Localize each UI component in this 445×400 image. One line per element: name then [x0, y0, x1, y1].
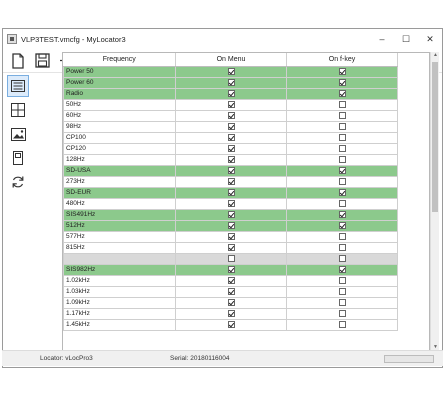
table-row[interactable]: [64, 209, 398, 220]
on-fkey-checkbox[interactable]: [339, 112, 346, 119]
on-fkey-cell: [287, 77, 398, 88]
frequency-cell: 512Hz: [64, 220, 176, 231]
on-menu-cell: [176, 66, 287, 77]
on-menu-cell: [176, 319, 287, 330]
frequency-cell: 577Hz: [64, 231, 176, 242]
table-row[interactable]: [64, 99, 398, 110]
save-icon: [35, 53, 50, 68]
on-menu-cell: [176, 308, 287, 319]
table-row[interactable]: [64, 275, 398, 286]
table-row[interactable]: [64, 176, 398, 187]
on-fkey-cell: [287, 99, 398, 110]
on-fkey-checkbox[interactable]: [339, 233, 346, 240]
on-menu-cell: [176, 198, 287, 209]
on-menu-cell: [176, 264, 287, 275]
frequency-cell: Power 60: [64, 77, 176, 88]
table-row[interactable]: [64, 121, 398, 132]
on-menu-cell: [176, 110, 287, 121]
on-fkey-checkbox[interactable]: [339, 288, 346, 295]
on-menu-cell: [176, 286, 287, 297]
frequency-cell: SIS491Hz: [64, 209, 176, 220]
on-fkey-cell: [287, 121, 398, 132]
on-menu-cell: [176, 132, 287, 143]
on-menu-cell: [176, 154, 287, 165]
table-row[interactable]: [64, 154, 398, 165]
window-controls: [370, 29, 442, 49]
window-title: VLP3TEST.vmcfg - MyLocator3: [21, 34, 126, 44]
table-row[interactable]: [64, 220, 398, 231]
list-view-icon: [11, 80, 25, 92]
frequency-cell: CP100: [64, 132, 176, 143]
frequency-cell: SD-EUR: [64, 187, 176, 198]
on-fkey-checkbox[interactable]: [339, 266, 346, 273]
on-menu-checkbox[interactable]: [228, 101, 235, 108]
on-menu-cell: [176, 297, 287, 308]
on-fkey-cell: [287, 231, 398, 242]
table-row[interactable]: [64, 231, 398, 242]
on-menu-checkbox[interactable]: [228, 222, 235, 229]
on-fkey-checkbox[interactable]: [339, 68, 346, 75]
on-fkey-cell: [287, 253, 398, 264]
close-button[interactable]: ✕: [426, 33, 434, 44]
on-menu-cell: [176, 253, 287, 264]
table-row[interactable]: [64, 187, 398, 198]
on-fkey-checkbox[interactable]: [339, 255, 346, 262]
on-fkey-checkbox[interactable]: [339, 156, 346, 163]
on-fkey-cell: [287, 198, 398, 209]
on-menu-checkbox[interactable]: [228, 90, 235, 97]
grid-view-icon: [11, 103, 25, 117]
on-fkey-checkbox[interactable]: [339, 79, 346, 86]
image-view-icon: [11, 128, 26, 141]
frequency-cell: 1.45kHz: [64, 319, 176, 330]
frequency-table: [62, 52, 430, 352]
table-row[interactable]: [64, 198, 398, 209]
frequency-cell: 1.17kHz: [64, 308, 176, 319]
on-fkey-cell: [287, 66, 398, 77]
on-menu-checkbox[interactable]: [228, 68, 235, 75]
on-fkey-cell: [287, 165, 398, 176]
on-menu-checkbox[interactable]: [228, 145, 235, 152]
on-fkey-checkbox[interactable]: [339, 178, 346, 185]
table-row[interactable]: [64, 143, 398, 154]
on-menu-checkbox[interactable]: [228, 79, 235, 86]
on-fkey-checkbox[interactable]: [339, 244, 346, 251]
on-menu-checkbox[interactable]: [228, 167, 235, 174]
frequency-cell: 1.09kHz: [64, 297, 176, 308]
on-fkey-cell: [287, 132, 398, 143]
on-menu-checkbox[interactable]: [228, 178, 235, 185]
device-icon: [12, 151, 24, 165]
save-button[interactable]: [33, 52, 51, 70]
on-menu-checkbox[interactable]: [228, 123, 235, 130]
on-menu-cell: [176, 209, 287, 220]
on-fkey-cell: [287, 308, 398, 319]
open-icon: [11, 53, 25, 69]
on-menu-cell: [176, 88, 287, 99]
on-menu-cell: [176, 231, 287, 242]
on-menu-cell: [176, 220, 287, 231]
on-menu-checkbox[interactable]: [228, 112, 235, 119]
on-menu-checkbox[interactable]: [228, 277, 235, 284]
on-fkey-cell: [287, 110, 398, 121]
on-fkey-checkbox[interactable]: [339, 321, 346, 328]
on-menu-checkbox[interactable]: [228, 255, 235, 262]
column-header-frequency[interactable]: Frequency: [64, 53, 176, 66]
scroll-thumb[interactable]: [432, 62, 438, 212]
status-serial: Serial: 20180116004: [170, 355, 230, 362]
table-row[interactable]: [64, 308, 398, 319]
table-row[interactable]: [64, 66, 398, 77]
on-fkey-checkbox[interactable]: [339, 189, 346, 196]
table-row[interactable]: [64, 319, 398, 330]
frequency-cell: 50Hz: [64, 99, 176, 110]
scroll-up-icon[interactable]: ▲: [433, 52, 438, 58]
sidebar-item-refresh[interactable]: [7, 171, 29, 193]
on-menu-cell: [176, 99, 287, 110]
frequency-cell: [64, 253, 176, 264]
on-menu-checkbox[interactable]: [228, 288, 235, 295]
frequency-cell: 815Hz: [64, 242, 176, 253]
table-row[interactable]: [64, 264, 398, 275]
on-fkey-checkbox[interactable]: [339, 200, 346, 207]
on-fkey-checkbox[interactable]: [339, 101, 346, 108]
on-menu-cell: [176, 77, 287, 88]
on-menu-cell: [176, 187, 287, 198]
frequency-cell: 1.03kHz: [64, 286, 176, 297]
sidebar-item-device[interactable]: [7, 147, 29, 169]
on-fkey-checkbox[interactable]: [339, 90, 346, 97]
on-menu-checkbox[interactable]: [228, 200, 235, 207]
frequency-cell: Radio: [64, 88, 176, 99]
table-row[interactable]: [64, 110, 398, 121]
on-fkey-checkbox[interactable]: [339, 310, 346, 317]
on-fkey-cell: [287, 264, 398, 275]
on-fkey-cell: [287, 297, 398, 308]
frequency-cell: SIS982Hz: [64, 264, 176, 275]
open-button[interactable]: [9, 52, 27, 70]
on-fkey-checkbox[interactable]: [339, 222, 346, 229]
maximize-button[interactable]: ☐: [401, 33, 411, 44]
table-body: [64, 66, 398, 330]
table-row[interactable]: [64, 165, 398, 176]
on-fkey-cell: [287, 319, 398, 330]
app-icon: [7, 34, 17, 44]
frequency-cell: 273Hz: [64, 176, 176, 187]
frequency-cell: CP120: [64, 143, 176, 154]
on-fkey-checkbox[interactable]: [339, 277, 346, 284]
vertical-scrollbar[interactable]: [430, 52, 439, 352]
on-fkey-cell: [287, 275, 398, 286]
refresh-icon: [11, 175, 25, 189]
status-progress: [384, 355, 434, 363]
column-header-on-fkey[interactable]: On f-key: [287, 53, 398, 66]
on-menu-checkbox[interactable]: [228, 321, 235, 328]
on-menu-checkbox[interactable]: [228, 299, 235, 306]
on-fkey-checkbox[interactable]: [339, 145, 346, 152]
on-menu-checkbox[interactable]: [228, 189, 235, 196]
scroll-down-icon[interactable]: ▼: [433, 344, 438, 350]
column-header-on-menu[interactable]: On Menu: [176, 53, 287, 66]
on-fkey-cell: [287, 88, 398, 99]
sidebar-item-image[interactable]: [7, 123, 29, 145]
on-fkey-cell: [287, 176, 398, 187]
frequency-cell: 98Hz: [64, 121, 176, 132]
on-fkey-cell: [287, 209, 398, 220]
on-fkey-cell: [287, 154, 398, 165]
table-row[interactable]: [64, 242, 398, 253]
on-menu-cell: [176, 176, 287, 187]
frequency-cell: 60Hz: [64, 110, 176, 121]
table-row[interactable]: [64, 286, 398, 297]
on-menu-cell: [176, 242, 287, 253]
on-menu-checkbox[interactable]: [228, 211, 235, 218]
on-fkey-checkbox[interactable]: [339, 167, 346, 174]
on-menu-checkbox[interactable]: [228, 134, 235, 141]
on-menu-checkbox[interactable]: [228, 266, 235, 273]
on-menu-checkbox[interactable]: [228, 310, 235, 317]
on-menu-cell: [176, 275, 287, 286]
frequency-cell: SD-USA: [64, 165, 176, 176]
on-fkey-checkbox[interactable]: [339, 123, 346, 130]
on-fkey-cell: [287, 242, 398, 253]
table-row[interactable]: [64, 297, 398, 308]
on-fkey-cell: [287, 187, 398, 198]
table-row[interactable]: [64, 253, 398, 264]
table-row[interactable]: [64, 77, 398, 88]
frequency-cell: 480Hz: [64, 198, 176, 209]
on-menu-cell: [176, 143, 287, 154]
table-row[interactable]: [64, 132, 398, 143]
minimize-button[interactable]: –: [379, 34, 385, 44]
sidebar-item-grid[interactable]: [7, 99, 29, 121]
on-menu-cell: [176, 165, 287, 176]
title-bar: [3, 29, 442, 49]
frequency-cell: 1.02kHz: [64, 275, 176, 286]
on-fkey-cell: [287, 220, 398, 231]
on-menu-checkbox[interactable]: [228, 156, 235, 163]
on-fkey-cell: [287, 286, 398, 297]
on-menu-checkbox[interactable]: [228, 244, 235, 251]
table-row[interactable]: [64, 88, 398, 99]
frequency-cell: Power 50: [64, 66, 176, 77]
status-locator: Locator: vLocPro3: [40, 355, 93, 362]
on-fkey-cell: [287, 143, 398, 154]
table-header-row: [64, 53, 398, 66]
on-menu-checkbox[interactable]: [228, 233, 235, 240]
status-bar: [2, 350, 443, 366]
frequency-cell: 128Hz: [64, 154, 176, 165]
on-fkey-checkbox[interactable]: [339, 134, 346, 141]
sidebar-item-list[interactable]: [7, 75, 29, 97]
on-fkey-checkbox[interactable]: [339, 299, 346, 306]
sidebar: [7, 75, 31, 205]
on-menu-cell: [176, 121, 287, 132]
on-fkey-checkbox[interactable]: [339, 211, 346, 218]
